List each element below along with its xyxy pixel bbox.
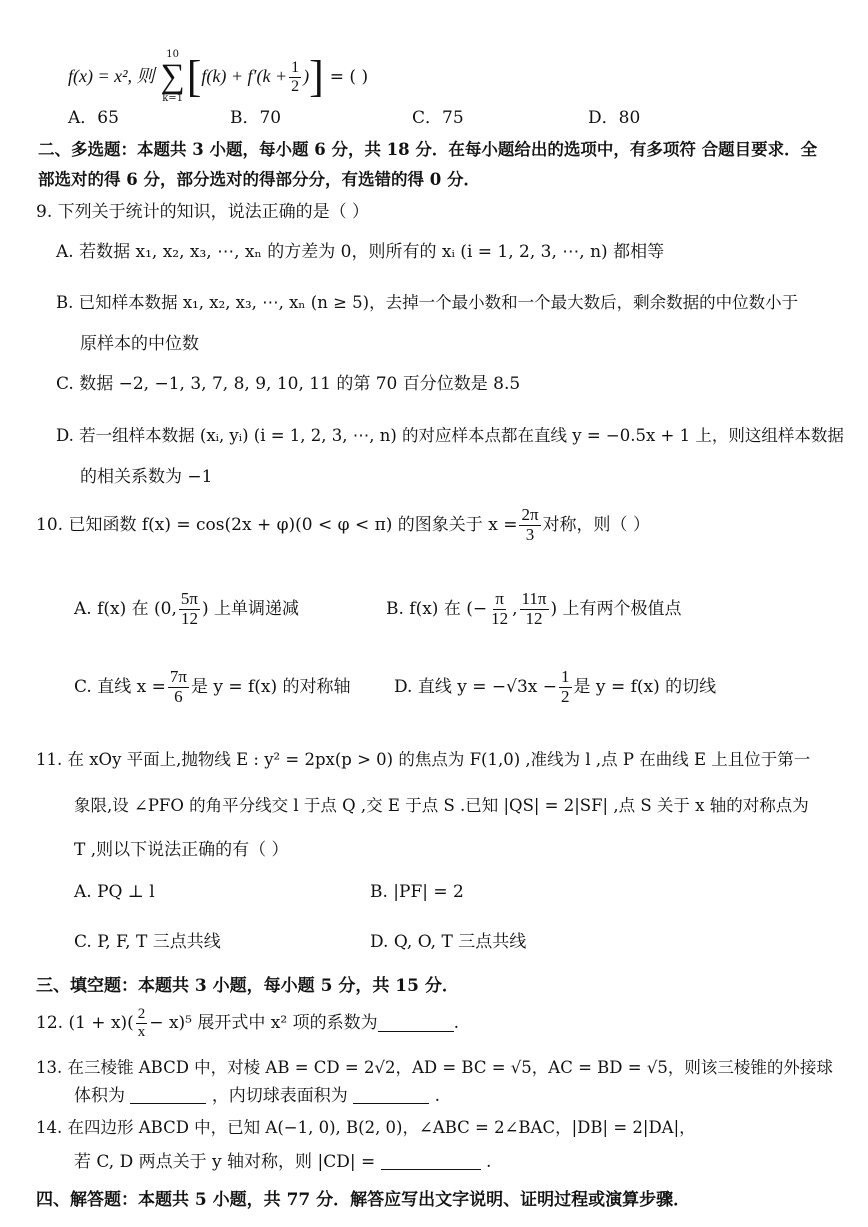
q8-option-a: A．65 (68, 108, 119, 128)
q8-stem-lhs: f(x) = x², 则 (68, 66, 155, 87)
q9-option-b-line2: 原样本的中位数 (80, 334, 199, 354)
q8-option-d: D．80 (588, 108, 641, 128)
q8-tail: = ( ) (329, 66, 369, 87)
q9-option-d-line2: 的相关系数为 −1 (80, 467, 213, 487)
q13-line1: 13. 在三棱锥 ABCD 中，对棱 AB = CD = 2√2，AD = BC = √5，AC = BD = √5，则该三棱锥的外接球 (36, 1058, 833, 1077)
q10-a-fraction (179, 590, 200, 628)
q9-stem: 9. 下列关于统计的知识，说法正确的是（ ） (36, 202, 370, 222)
q10-c-num: 7π (169, 667, 187, 686)
q10-stem-num: 2π (521, 505, 539, 524)
q8-half-den: 2 (291, 77, 300, 95)
q10-b-fraction-1 (489, 590, 510, 628)
q13-volume-blank[interactable] (130, 1086, 206, 1104)
q10-c-fraction (168, 668, 189, 706)
q10-b-post: ) 上有两个极值点 (550, 598, 682, 619)
q14-answer-blank[interactable] (381, 1152, 481, 1170)
q8-sum-body-1: f(k) + f′(k + (201, 66, 288, 87)
q11-line2: 象限,设 ∠PFO 的角平分线交 l 于点 Q ,交 E 于点 S .已知 |QS| = 2|SF| ,点 S 关于 x 轴的对称点为 (74, 796, 809, 815)
q10-a-pre: A. f(x) 在 (0, (74, 598, 177, 619)
q10-option-d (394, 668, 716, 706)
section3-title: 三、填空题：本题共 3 小题，每小题 5 分，共 15 分． (36, 976, 459, 996)
q9-option-a: A. 若数据 x₁, x₂, x₃, ⋯, xₙ 的方差为 0，则所有的 xᵢ (i = 1, 2, 3, ⋯, n) 都相等 (56, 242, 665, 262)
q12 (36, 1006, 459, 1040)
q10-b-den-1: 12 (491, 608, 509, 628)
q10-d-post: 是 y = f(x) 的切线 (573, 676, 717, 697)
q12-num: 2 (137, 1006, 146, 1022)
q10-stem (36, 506, 650, 544)
q11-option-b: B. |PF| = 2 (370, 882, 464, 902)
q12-end: . (453, 1012, 459, 1033)
q10-a-den: 12 (180, 608, 198, 628)
q10-c-den: 6 (174, 686, 183, 706)
q8-sum-body-2: ) (303, 66, 310, 87)
q9-option-d-line1: D. 若一组样本数据 (xᵢ, yᵢ) (i = 1, 2, 3, ⋯, n) 的对应样本点都在直线 y = −0.5x + 1 上，则这组样本数据 (56, 426, 844, 445)
right-bracket: ] (309, 52, 324, 101)
q11-line1: 11. 在 xOy 平面上,抛物线 E : y² = 2px(p > 0) 的焦点为 F(1,0) ,准线为 l ,点 P 在曲线 E 上且位于第一 (36, 750, 811, 769)
q10-stem-b: 对称，则（ ） (542, 514, 650, 535)
q14-line2 (74, 1152, 491, 1172)
q11-option-c: C. P, F, T 三点共线 (74, 932, 221, 952)
q8-sum (161, 50, 185, 104)
q8-option-c: C．75 (412, 108, 464, 128)
q13-area-blank[interactable] (353, 1086, 429, 1104)
q8-sum-upper: 10 (166, 49, 179, 60)
q11-line3: T ,则以下说法正确的有（ ） (74, 840, 289, 860)
section2-line1: 二、多选题：本题共 3 小题，每小题 6 分，共 18 分．在每小题给出的选项中，有多项符 合题目要求．全 (38, 140, 818, 159)
q10-d-fraction (559, 668, 572, 706)
q12-fraction (136, 1006, 148, 1040)
q10-b-num-1: π (495, 589, 504, 608)
q10-c-pre: C. 直线 x = (74, 676, 166, 697)
q10-c-post: 是 y = f(x) 的对称轴 (190, 676, 351, 697)
q13-end: . (434, 1086, 441, 1106)
q9-option-c: C. 数据 −2, −1, 3, 7, 8, 9, 10, 11 的第 70 百分位数是 8.5 (56, 374, 521, 394)
q12-pre: 12. (1 + x)( (36, 1012, 134, 1033)
q14-line1: 14. 在四边形 ABCD 中，已知 A(−1, 0), B(2, 0)，∠ABC = 2∠BAC，|DB| = 2|DA|， (36, 1118, 696, 1137)
q9-option-b-line1: B. 已知样本数据 x₁, x₂, x₃, ⋯, xₙ (n ≥ 5)，去掉一个最小数和一个最大数后，剩余数据的中位数小于 (56, 293, 799, 312)
q8-stem (68, 50, 368, 110)
q10-b-pre: B. f(x) 在 (− (386, 598, 488, 619)
q10-option-b (386, 590, 682, 628)
left-bracket: [ (186, 52, 202, 101)
sigma-symbol: ∑ (160, 58, 185, 95)
q10-stem-fraction (519, 506, 540, 544)
q14-end: . (486, 1152, 492, 1172)
q10-option-a (74, 590, 299, 628)
q10-d-num: 1 (561, 667, 570, 686)
q10-d-pre: D. 直线 y = −√3x − (394, 676, 558, 697)
q13-volume-label: 体积为 (74, 1086, 125, 1106)
q10-d-den: 2 (561, 686, 570, 706)
q11-option-a: A. PQ ⊥ l (74, 882, 155, 902)
q13-area-label: ，内切球表面积为 (211, 1086, 348, 1106)
q8-half-fraction (289, 59, 301, 95)
q10-a-post: ) 上单调递减 (201, 598, 300, 619)
q10-stem-a: 10. 已知函数 f(x) = cos(2x + φ)(0 < φ < π) 的图象关于 x = (36, 514, 518, 535)
q8-sum-lower: k=1 (162, 93, 184, 104)
q12-post: − x)⁵ 展开式中 x² 项的系数为 (149, 1012, 378, 1033)
q10-b-fraction-2 (520, 590, 549, 628)
section4-title: 四、解答题：本题共 5 小题，共 77 分．解答应写出文字说明、证明过程或演算步骤． (36, 1190, 691, 1210)
q12-answer-blank[interactable] (378, 1014, 454, 1032)
q10-b-num-2: 11π (521, 589, 547, 608)
q11-option-d: D. Q, O, T 三点共线 (370, 932, 527, 952)
q10-a-num: 5π (180, 589, 198, 608)
section2-line2: 部选对的得 6 分，部分选对的得部分分，有选错的得 0 分． (38, 170, 480, 189)
q12-den: x (137, 1023, 146, 1040)
q8-half-num: 1 (291, 58, 300, 76)
q8-option-b: B．70 (230, 108, 282, 128)
q10-option-c (74, 668, 351, 706)
q10-stem-den: 3 (525, 524, 535, 544)
q14-line2-text: 若 C, D 两点关于 y 轴对称，则 |CD| = (74, 1152, 376, 1172)
q13-line2 (74, 1086, 440, 1106)
q10-b-comma: , (512, 598, 518, 619)
q10-b-den-2: 12 (525, 608, 543, 628)
